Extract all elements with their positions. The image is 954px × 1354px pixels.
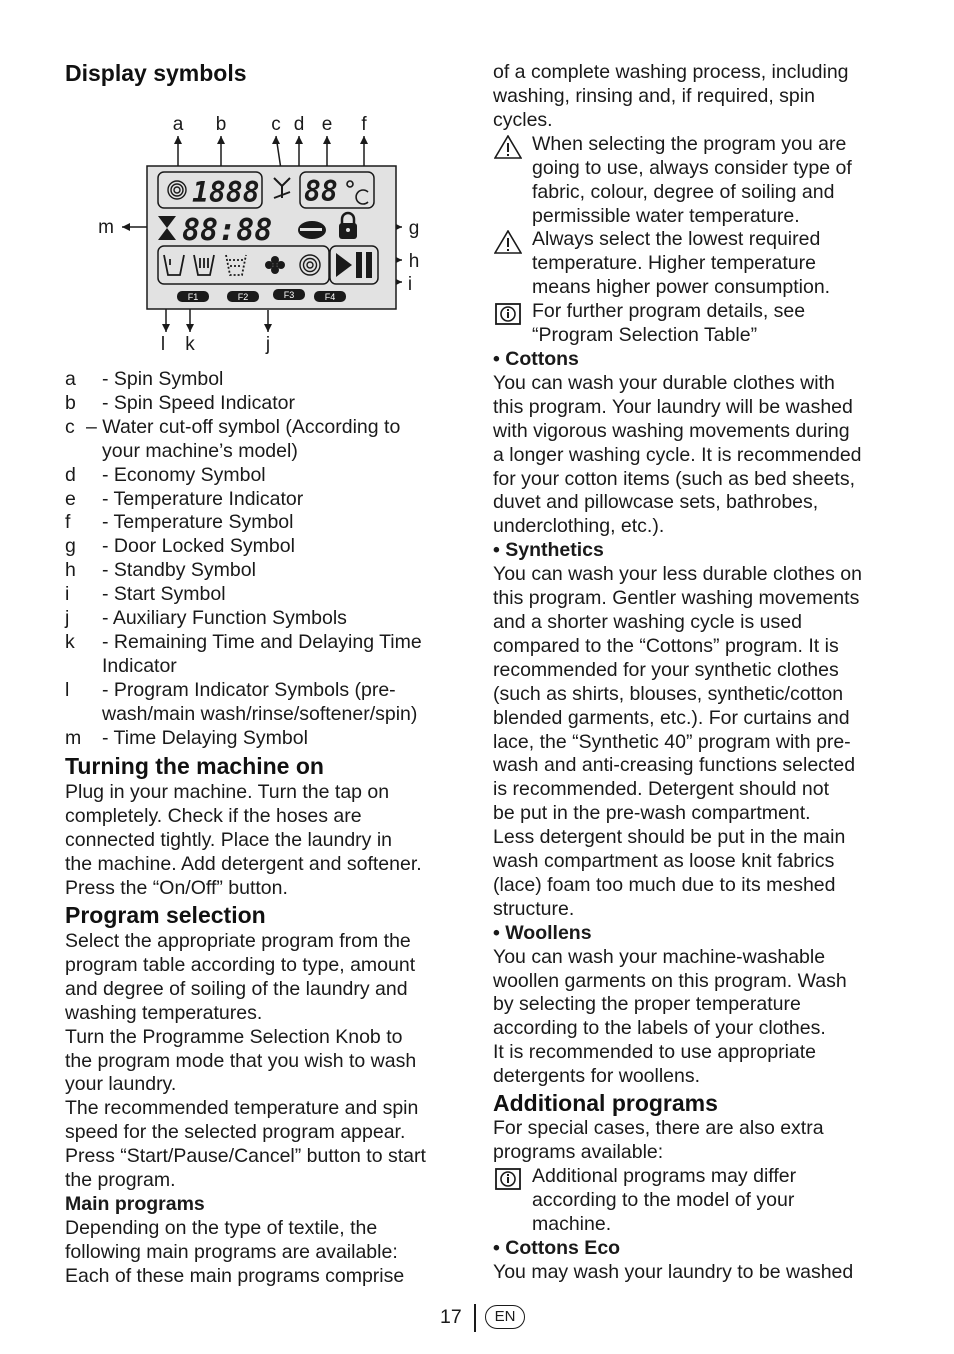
label-l: l	[160, 334, 166, 355]
turning-on-heading: Turning the machine on	[65, 753, 324, 779]
synthetics-heading: • Synthetics	[493, 539, 604, 562]
info-icon	[494, 1167, 522, 1191]
label-h: h	[408, 251, 420, 272]
label-c: c	[271, 114, 281, 135]
label-f: f	[361, 114, 367, 135]
svg-text:F3: F3	[283, 290, 295, 300]
cottons-heading: • Cottons	[493, 348, 579, 370]
label-j: j	[265, 334, 271, 355]
svg-text:F1: F1	[187, 292, 199, 302]
footer-divider	[474, 1304, 476, 1332]
language-badge: EN	[485, 1305, 525, 1329]
label-b: b	[215, 114, 227, 135]
info-icon	[494, 302, 522, 326]
label-i: i	[407, 274, 413, 295]
turning-on-paragraph: Plug in your machine. Turn the tap on completely. Check if the hoses are connected tightly. Place the laundry in the machine. Add detergent and softener. Press the “On/Off” button.	[65, 781, 422, 899]
warning-triangle-icon	[494, 230, 522, 254]
cottons-eco-heading: • Cottons Eco	[493, 1237, 621, 1259]
warning-triangle-icon	[494, 135, 522, 159]
main-programs-subheading: Main programs	[65, 1192, 205, 1215]
label-e: e	[321, 114, 333, 135]
cottons-eco-section: • Cottons Eco You may wash your laundry to be washed	[493, 1237, 854, 1283]
display-symbols-diagram	[90, 110, 450, 360]
woollens-heading: • Woollens	[493, 921, 592, 944]
svg-text:F4: F4	[324, 292, 336, 302]
label-m: m	[98, 217, 114, 238]
svg-text:F2: F2	[237, 292, 249, 302]
program-selection-paragraph: Select the appropriate program from the program table according to type, amount and degree of soiling of the laundry and washing temperatures. Turn the Programme Selection Knob to the program mode that you wish to wash your laundry. The recommended temperature and spin speed for the selected program appear. Press “Start/Pause/Cancel” button to start the program. Main programs Depending on the type of textile, the following main programs are available: Each of these main programs comprise	[65, 930, 426, 1287]
additional-programs-heading: Additional programs	[493, 1090, 718, 1116]
label-g: g	[408, 218, 420, 239]
time-digits: 88:88	[182, 213, 273, 248]
label-d: d	[293, 114, 305, 135]
label-a: a	[172, 114, 184, 135]
programs-description: • Cottons You can wash your durable clothes with this program. Your laundry will be washed with vigorous washing movements during a longer washing cycle. It is recommended for your cotton items (such as bed sheets, duvet and pillowcase sets, bathrobes, underclothing, etc.). • Synthetics You can wash your less durable clothes on this program. Gentler washing movements and a shorter washing cycle is used compared to the “Cottons” program. It is recommended for your synthetic clothes (such as shirts, blouses, synthetic/cotton blended garments, etc.). For curtains and lace, the “Synthetic 40” program with pre- wash and anti-creasing functions selected is recommended. Detergent should not be put in the pre-wash compartment. Less detergent should be put in the main wash compartment as loose knit fabrics (lace) foam too much due to its meshed structure. • Woollens You can wash your machine-washable woollen garments on this program. Wash by selecting the proper temperature according to the labels of your clothes. It is recommended to use appropriate detergents for woollens.	[493, 348, 862, 1088]
spin-speed-digits: 1888	[192, 176, 260, 209]
program-selection-heading: Program selection	[65, 902, 266, 928]
temperature-digits: 88	[304, 175, 338, 208]
display-symbols-heading: Display symbols	[65, 60, 247, 86]
page-number: 17	[440, 1306, 462, 1328]
page-footer	[440, 1304, 540, 1334]
intro-paragraph: of a complete washing process, including washing, rinsing and, if required, spin cycles.	[493, 61, 849, 131]
label-k: k	[185, 334, 195, 355]
economy-icon	[298, 221, 326, 239]
additional-programs-intro: For special cases, there are also extra programs available:	[493, 1117, 824, 1163]
display-panel-illustration	[90, 110, 450, 360]
